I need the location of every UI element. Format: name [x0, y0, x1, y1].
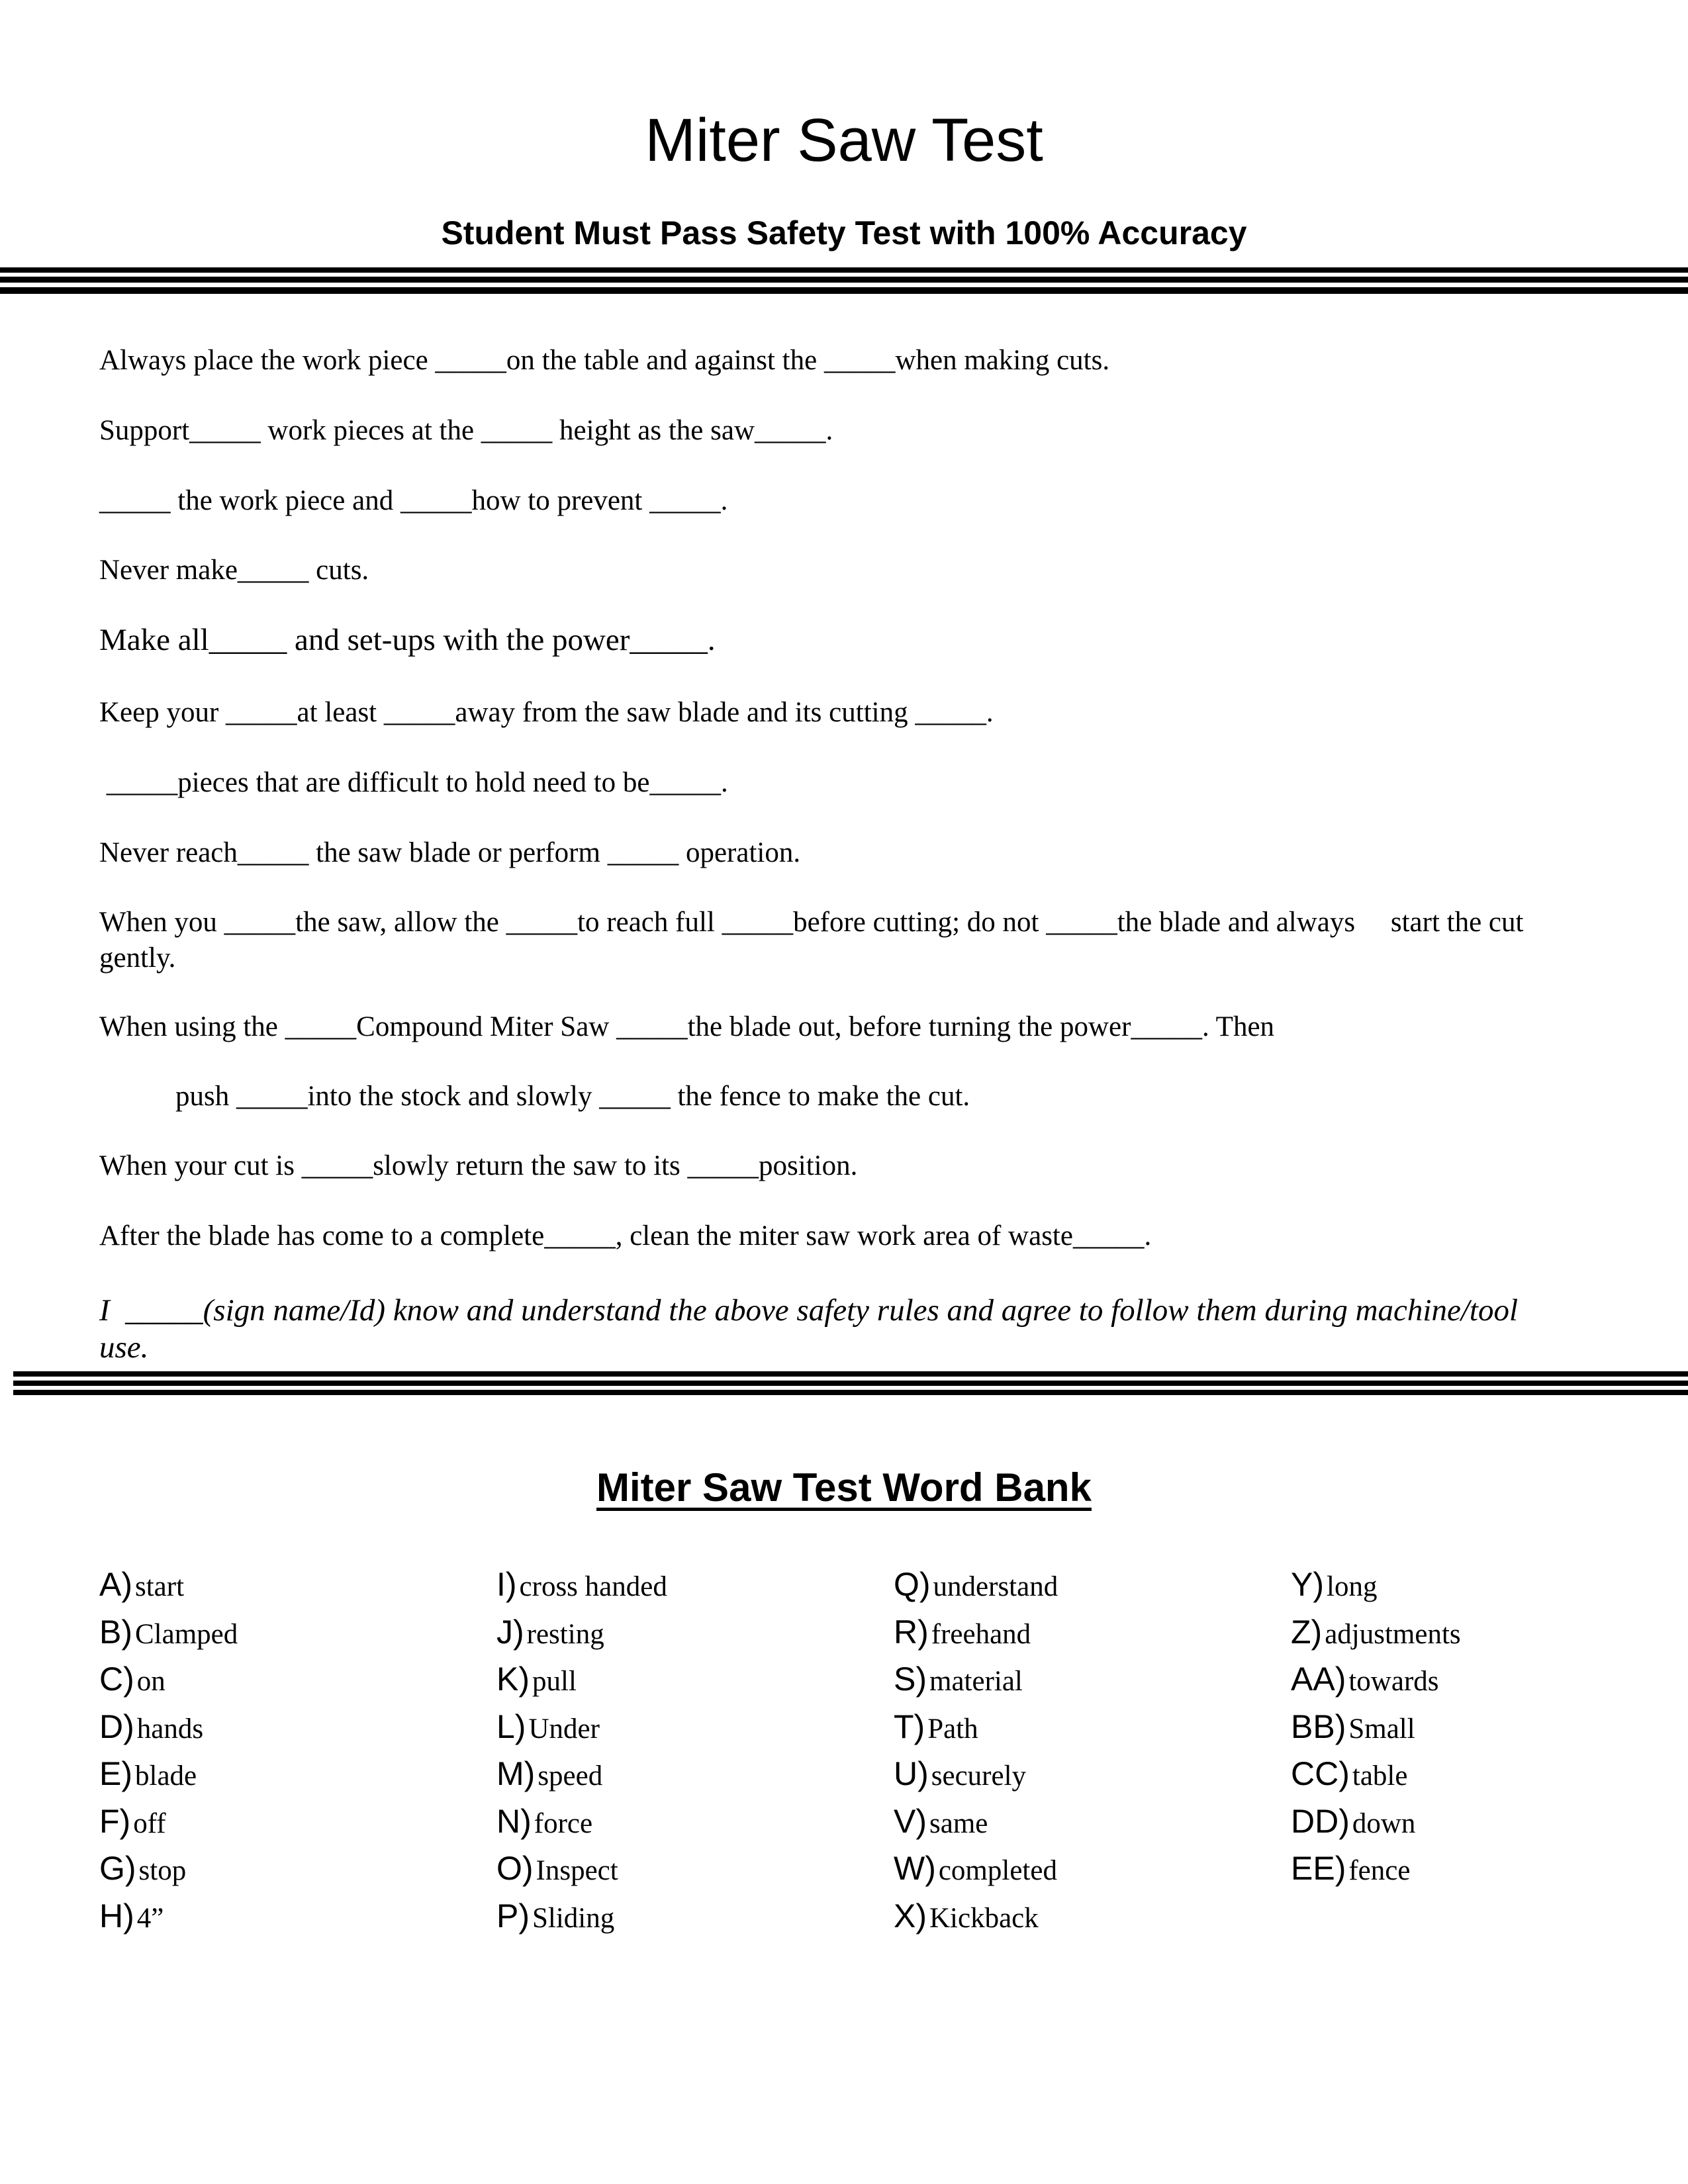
- question-4: Never make_____ cuts.: [99, 555, 369, 586]
- word-bank-item: W) completed: [894, 1850, 1057, 1887]
- word-bank-item: U) securely: [894, 1755, 1027, 1792]
- bottom-divider: [13, 1371, 1688, 1398]
- word-bank-item: S) material: [894, 1661, 1023, 1698]
- word-bank-item: K) pull: [496, 1661, 577, 1698]
- word-bank-item: O) Inspect: [496, 1850, 618, 1887]
- word-bank-item: M) speed: [496, 1755, 603, 1792]
- word-bank-item: H) 4”: [99, 1897, 164, 1934]
- word-bank-item: P) Sliding: [496, 1897, 615, 1934]
- question-8: Never reach_____ the saw blade or perform _____ operation.: [99, 837, 801, 868]
- question-12: After the blade has come to a complete_____, clean the miter saw work area of waste_____.: [99, 1220, 1152, 1251]
- question-6: Keep your _____at least _____away from the saw blade and its cutting _____.: [99, 697, 994, 728]
- word-bank-item: C) on: [99, 1661, 165, 1698]
- question-2: Support_____ work pieces at the _____ height as the saw_____.: [99, 415, 833, 446]
- question-10-continued: push _____into the stock and slowly _____ the fence to make the cut.: [175, 1081, 970, 1112]
- word-bank-column-3: [894, 1565, 1291, 1944]
- question-7: _____pieces that are difficult to hold need to be_____.: [99, 767, 728, 798]
- word-bank-item: CC) table: [1291, 1755, 1408, 1792]
- question-3: _____ the work piece and _____how to prevent _____.: [99, 485, 728, 516]
- word-bank-item: EE) fence: [1291, 1850, 1411, 1887]
- page-subtitle: Student Must Pass Safety Test with 100% Accuracy: [441, 214, 1247, 251]
- word-bank-item: V) same: [894, 1802, 988, 1840]
- word-bank-item: G) stop: [99, 1850, 187, 1887]
- word-bank-item: L) Under: [496, 1707, 600, 1745]
- question-11: When your cut is _____slowly return the saw to its _____position.: [99, 1150, 858, 1181]
- question-9: When you _____the saw, allow the _____to reach full _____before cutting; do not _____the blade and always start the cut gently.: [99, 907, 1531, 974]
- word-bank-column-1: [99, 1565, 496, 1944]
- word-bank-item: AA) towards: [1291, 1661, 1439, 1698]
- word-bank-item: DD) down: [1291, 1802, 1416, 1840]
- question-1: Always place the work piece _____on the table and against the _____when making cuts.: [99, 345, 1110, 376]
- question-5: Make all_____ and set-ups with the power_____.: [99, 623, 716, 657]
- signature-pledge: I _____(sign name/Id) know and understand the above safety rules and agree to follow them during machine/tool use.: [99, 1293, 1526, 1365]
- word-bank-item: Y) long: [1291, 1566, 1378, 1603]
- word-bank-item: I) cross handed: [496, 1566, 667, 1603]
- word-bank-item: F) off: [99, 1802, 166, 1840]
- word-bank-item: E) blade: [99, 1755, 197, 1792]
- word-bank-column-2: [496, 1565, 894, 1944]
- word-bank-item: BB) Small: [1291, 1707, 1415, 1745]
- word-bank-item: Q) understand: [894, 1566, 1058, 1603]
- word-bank-item: Z) adjustments: [1291, 1613, 1461, 1651]
- word-bank-title: Miter Saw Test Word Bank: [596, 1465, 1092, 1510]
- word-bank-column-4: [1291, 1565, 1688, 1897]
- top-divider: [0, 267, 1688, 298]
- word-bank-item: A) start: [99, 1566, 185, 1603]
- word-bank-item: D) hands: [99, 1707, 204, 1745]
- question-10: When using the _____Compound Miter Saw _____the blade out, before turning the power_____. Then: [99, 1011, 1275, 1042]
- word-bank-item: B) Clamped: [99, 1613, 238, 1651]
- word-bank-item: N) force: [496, 1802, 593, 1840]
- word-bank-item: X) Kickback: [894, 1897, 1039, 1934]
- page-title: Miter Saw Test: [645, 107, 1043, 174]
- word-bank-item: R) freehand: [894, 1613, 1031, 1651]
- word-bank-item: J) resting: [496, 1613, 604, 1651]
- word-bank-item: T) Path: [894, 1707, 978, 1745]
